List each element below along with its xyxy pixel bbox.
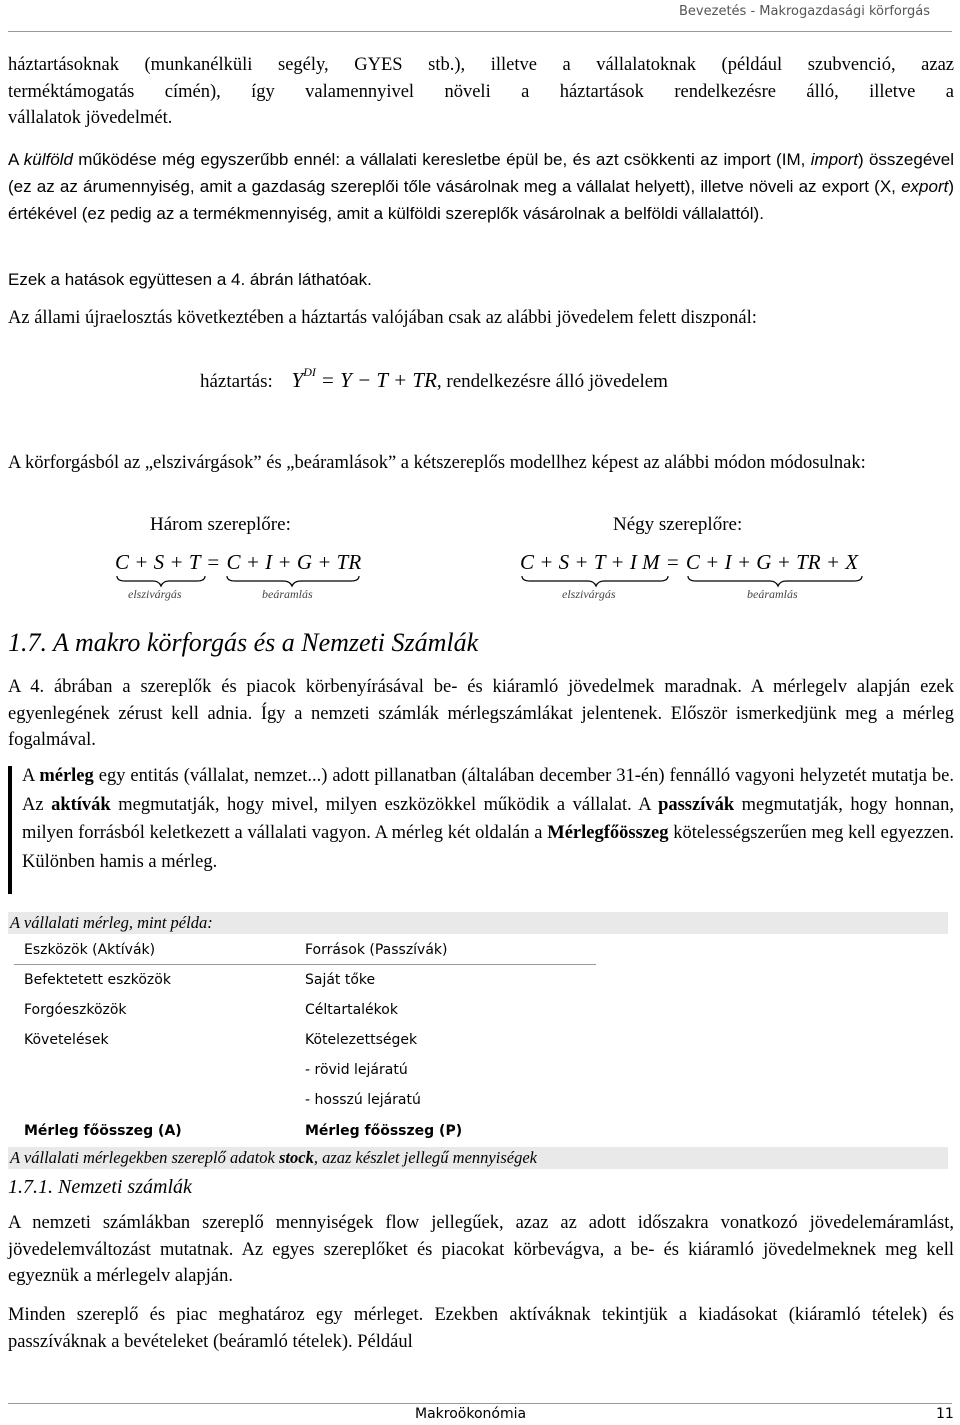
text-run: ) összegével (ez az az árumennyiség, amit a gazdaság szereplői tőle vásárolnak meg a vállalat helyett), illetve növeli az export (X,: [8, 150, 955, 196]
formula-y: Y: [291, 368, 304, 392]
text-run: megmutatják, hogy mivel, milyen eszközökkel működik a vállalat. A: [110, 794, 659, 815]
text-run: A: [8, 150, 24, 169]
paragraph-text: Az állami újraelosztás következtében a háztartás valójában csak az alábbi jövedelem felett diszponál:: [8, 308, 757, 328]
four-sector-title: Négy szereplőre:: [613, 514, 743, 535]
text-run: A vállalati mérlegekben szereplő adatok: [10, 1148, 279, 1167]
equation-equals: =: [207, 550, 220, 574]
liability-item: Céltartalékok: [305, 1002, 398, 1018]
formula-label: háztartás:: [200, 371, 273, 392]
paragraph-text: A 4. ábrában a szereplők és piacok körbenyírásával be- és kiáramló jövedelmek maradnak. A mérlegelv alapján ezek egyenlegének zérust kell adnia. Így a nemzeti számlák mérlegszámlákat jelentenek. Először ismerkedjünk meg a mérleg fogalmával.: [8, 677, 954, 750]
four-sector-equation: [520, 550, 858, 575]
table-total-row: [14, 1123, 594, 1145]
asset-item: Forgóeszközök: [24, 1002, 127, 1018]
paragraph-text: Minden szereplő és piac meghatároz egy mérleget. Ezekben aktíváknak tekintjük a kiadásokat (kiáramló tételek) és passzíváknak a bevételeket (beáramló tételek). Például: [8, 1305, 954, 1352]
paragraph-balance-intro: [8, 674, 954, 754]
paragraph-text: A körforgásból az „elszivárgások” és „beáramlások” a kétszereplős modellhez képest az alábbi módon módosulnak:: [8, 453, 866, 473]
three-leakage-label: elszivárgás: [128, 587, 182, 601]
liabilities-total: Mérleg főösszeg (P): [305, 1123, 463, 1139]
four-leakage-label: elszivárgás: [562, 587, 616, 601]
caption-example: A vállalati mérleg, mint példa:: [8, 912, 948, 934]
text-run: A: [22, 766, 40, 786]
section-heading-1-7: 1.7. A makro körforgás és a Nemzeti Számlák: [8, 628, 479, 657]
page-number: 11: [936, 1406, 954, 1422]
liability-item: - hosszú lejáratú: [305, 1092, 421, 1108]
paragraph-redistribution: [8, 305, 954, 332]
paragraph-line: háztartásoknak (munkanélküli segély, GYES stb.), illetve a vállalatoknak (például szubvenció, azaz: [8, 55, 954, 75]
text-run: megmutatják, hogy honnan, milyen forrásból keletkezett a vállalati vagyon. A mérleg két oldalán a: [22, 794, 954, 843]
four-sector-braces: [520, 574, 870, 588]
definition-bar: [8, 766, 12, 894]
paragraph-transfers: [8, 52, 954, 132]
asset-item: Befektetett eszközök: [24, 972, 171, 988]
term-merleg: mérleg: [39, 766, 94, 786]
text-run: ) értékével (ez pedig az a termékmennyiség, amit a külföldi szereplők vásárolnak a belföldi vállalattól).: [8, 177, 954, 223]
paragraph-line: terméktámogatás címén), így valamennyivel növeli a háztartások rendelkezésre álló, illetve a: [8, 81, 954, 102]
equation-lhs: C + S + T: [115, 550, 201, 574]
definition-balance-sheet: [22, 762, 954, 876]
footer-title: Makroökonómia: [415, 1406, 527, 1422]
three-sector-equation: [115, 550, 361, 575]
paragraph-text: Ezek a hatások együttesen a 4. ábrán láthatóak.: [8, 270, 372, 289]
three-sector-braces: [115, 574, 365, 588]
page-header: [0, 0, 960, 32]
equation-rhs: C + I + G + TR: [226, 550, 362, 574]
table-row: [14, 1092, 594, 1114]
formula-superscript: DI: [303, 364, 316, 379]
formula-suffix: , rendelkezésre álló jövedelem: [436, 371, 668, 392]
table-header-row: [14, 942, 594, 964]
section-heading-1-7-1: 1.7.1. Nemzeti számlák: [8, 1176, 192, 1198]
brace-injection: [227, 576, 359, 586]
table-row: [14, 1062, 594, 1084]
assets-header: Eszközök (Aktívák): [24, 942, 156, 958]
term-foosszeg: Mérlegfőösszeg: [547, 823, 669, 843]
paragraph-every-actor: [8, 1302, 954, 1355]
formula-disposable-income: [200, 364, 668, 393]
table-row: [14, 1002, 594, 1024]
header-divider: [8, 31, 952, 32]
paragraph-effects: [8, 267, 954, 294]
text-run: , azaz készlet jellegű mennyiségek: [313, 1148, 537, 1167]
liability-item: Saját tőke: [305, 972, 376, 988]
brace-leakage: [522, 576, 668, 586]
text-run: egy entitás (vállalat, nemzet...) adott pillanatban (általában december 31-én) fennálló vagyoni helyzetét mutatja be. Az: [22, 766, 955, 815]
liability-item: - rövid lejáratú: [305, 1062, 408, 1078]
paragraph-line: vállalatok jövedelmét.: [8, 108, 173, 128]
brace-leakage: [117, 576, 205, 586]
paragraph-text: A nemzeti számlákban szereplő mennyiségek flow jellegűek, azaz az adott időszakra vonatkozó jövedelemáramlást, jövedelemváltozást mutatnak. Az egyes szereplőket és piacokat körbevágva, a be- és kiáramló jövedelmeknek meg kell egyeznük a mérlegelv alapján.: [8, 1213, 954, 1286]
formula-expression: = Y − T + TR: [320, 368, 437, 392]
assets-total: Mérleg főösszeg (A): [24, 1123, 182, 1139]
four-injection-label: beáramlás: [747, 587, 798, 601]
footer-divider: [8, 1403, 952, 1404]
paragraph-foreign: [8, 146, 954, 227]
term-aktivak: aktívák: [51, 794, 111, 815]
equation-lhs: C + S + T + I M: [520, 550, 660, 574]
header-title: Bevezetés - Makrogazdasági körforgás: [679, 4, 930, 19]
paragraph-leakages: [8, 450, 954, 477]
term-stock: stock: [278, 1148, 314, 1167]
liabilities-header: Források (Passzívák): [305, 942, 448, 958]
equation-rhs: C + I + G + TR + X: [685, 550, 859, 574]
brace-injection: [688, 576, 862, 586]
three-injection-label: beáramlás: [262, 587, 313, 601]
term-export: export: [901, 177, 949, 196]
term-kulfold: külföld: [23, 150, 73, 169]
paragraph-national-accounts: [8, 1210, 954, 1290]
liability-item: Kötelezettségek: [305, 1032, 418, 1048]
table-row: [14, 1032, 594, 1054]
table-row: [14, 972, 594, 994]
three-sector-title: Három szereplőre:: [150, 514, 291, 535]
term-import: import: [810, 150, 858, 169]
caption-stock: [8, 1147, 948, 1169]
asset-item: Követelések: [24, 1032, 109, 1048]
text-run: működése még egyszerűbb ennél: a vállalati keresletbe épül be, és azt csökkenti az import (IM,: [72, 150, 811, 169]
term-passzivak: passzívák: [658, 794, 735, 815]
text-run: kötelességszerűen meg kell egyezzen. Különben hamis a mérleg.: [22, 823, 954, 872]
table-header-divider: [14, 964, 596, 965]
equation-equals: =: [666, 550, 679, 574]
